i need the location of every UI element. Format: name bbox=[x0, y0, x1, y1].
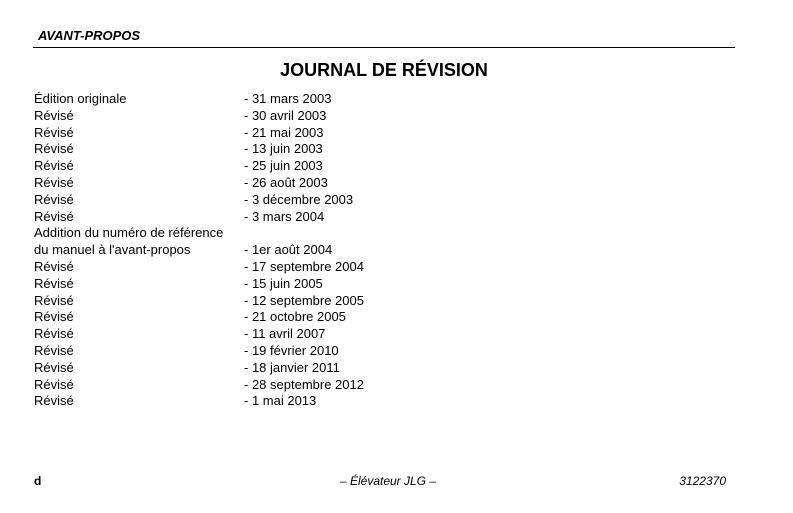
footer-title: – Élévateur JLG – bbox=[339, 474, 437, 488]
revision-date: - 21 mai 2003 bbox=[244, 124, 324, 140]
revision-label: du manuel à l'avant-propos bbox=[34, 242, 191, 258]
revision-label: Édition originale bbox=[34, 91, 127, 106]
revision-row bbox=[34, 293, 364, 310]
revision-date: - 30 avril 2003 bbox=[244, 107, 327, 123]
revision-date: - 1er août 2004 bbox=[244, 242, 333, 258]
revision-row bbox=[34, 141, 364, 158]
revision-date: - 15 juin 2005 bbox=[244, 275, 323, 291]
page-title: JOURNAL DE RÉVISION bbox=[280, 60, 488, 80]
revision-label: Révisé bbox=[34, 292, 74, 308]
revision-label: Révisé bbox=[34, 158, 74, 174]
revision-row bbox=[34, 326, 364, 343]
revision-date: - 18 janvier 2011 bbox=[244, 359, 340, 375]
revision-date: - 31 mars 2003 bbox=[244, 91, 332, 106]
revision-row bbox=[34, 309, 364, 326]
revision-row bbox=[34, 377, 364, 394]
revision-date: - 17 septembre 2004 bbox=[244, 258, 364, 274]
revision-label: Révisé bbox=[34, 359, 74, 375]
revision-date: - 28 septembre 2012 bbox=[244, 376, 364, 392]
revision-label: Révisé bbox=[34, 342, 74, 358]
revision-label: Révisé bbox=[34, 141, 74, 157]
revision-date: - 12 septembre 2005 bbox=[244, 292, 364, 308]
revision-date: - 19 février 2010 bbox=[244, 342, 339, 358]
revision-row bbox=[34, 259, 364, 276]
revision-row bbox=[34, 393, 364, 410]
revision-row bbox=[34, 242, 364, 259]
revision-label: Révisé bbox=[34, 124, 74, 140]
revision-row bbox=[34, 225, 364, 242]
revision-label: Révisé bbox=[34, 107, 74, 123]
header-rule bbox=[33, 47, 735, 48]
revision-label: Révisé bbox=[34, 309, 74, 325]
revision-date: - 21 octobre 2005 bbox=[244, 309, 346, 325]
revision-date: - 3 mars 2004 bbox=[244, 208, 325, 224]
revision-row bbox=[34, 91, 364, 108]
page-number: d bbox=[34, 474, 42, 488]
revision-date: - 13 juin 2003 bbox=[244, 141, 323, 157]
revision-date: - 1 mai 2013 bbox=[244, 393, 317, 409]
revision-row bbox=[34, 360, 364, 377]
revision-label: Révisé bbox=[34, 174, 74, 190]
revision-date: - 11 avril 2007 bbox=[244, 326, 326, 342]
section-header: AVANT-PROPOS bbox=[38, 28, 141, 43]
revision-row bbox=[34, 125, 364, 142]
revision-label: Révisé bbox=[34, 393, 74, 409]
revision-row bbox=[34, 209, 364, 226]
revision-row bbox=[34, 276, 364, 293]
revision-date: - 26 août 2003 bbox=[244, 174, 328, 190]
revision-row bbox=[34, 343, 364, 360]
revision-row bbox=[34, 192, 364, 209]
revision-label: Révisé bbox=[34, 326, 74, 342]
revision-date: - 25 juin 2003 bbox=[244, 158, 323, 174]
revision-label: Révisé bbox=[34, 275, 74, 291]
revision-label: Addition du numéro de référence bbox=[34, 225, 224, 241]
revision-row bbox=[34, 158, 364, 175]
revision-label: Révisé bbox=[34, 191, 74, 207]
revision-row bbox=[34, 175, 364, 192]
revision-label: Révisé bbox=[34, 376, 74, 392]
revision-row bbox=[34, 108, 364, 125]
revision-label: Révisé bbox=[34, 208, 74, 224]
document-number: 3122370 bbox=[679, 474, 726, 488]
revision-list bbox=[34, 91, 364, 410]
revision-date: - 3 décembre 2003 bbox=[244, 191, 354, 207]
revision-label: Révisé bbox=[34, 258, 74, 274]
